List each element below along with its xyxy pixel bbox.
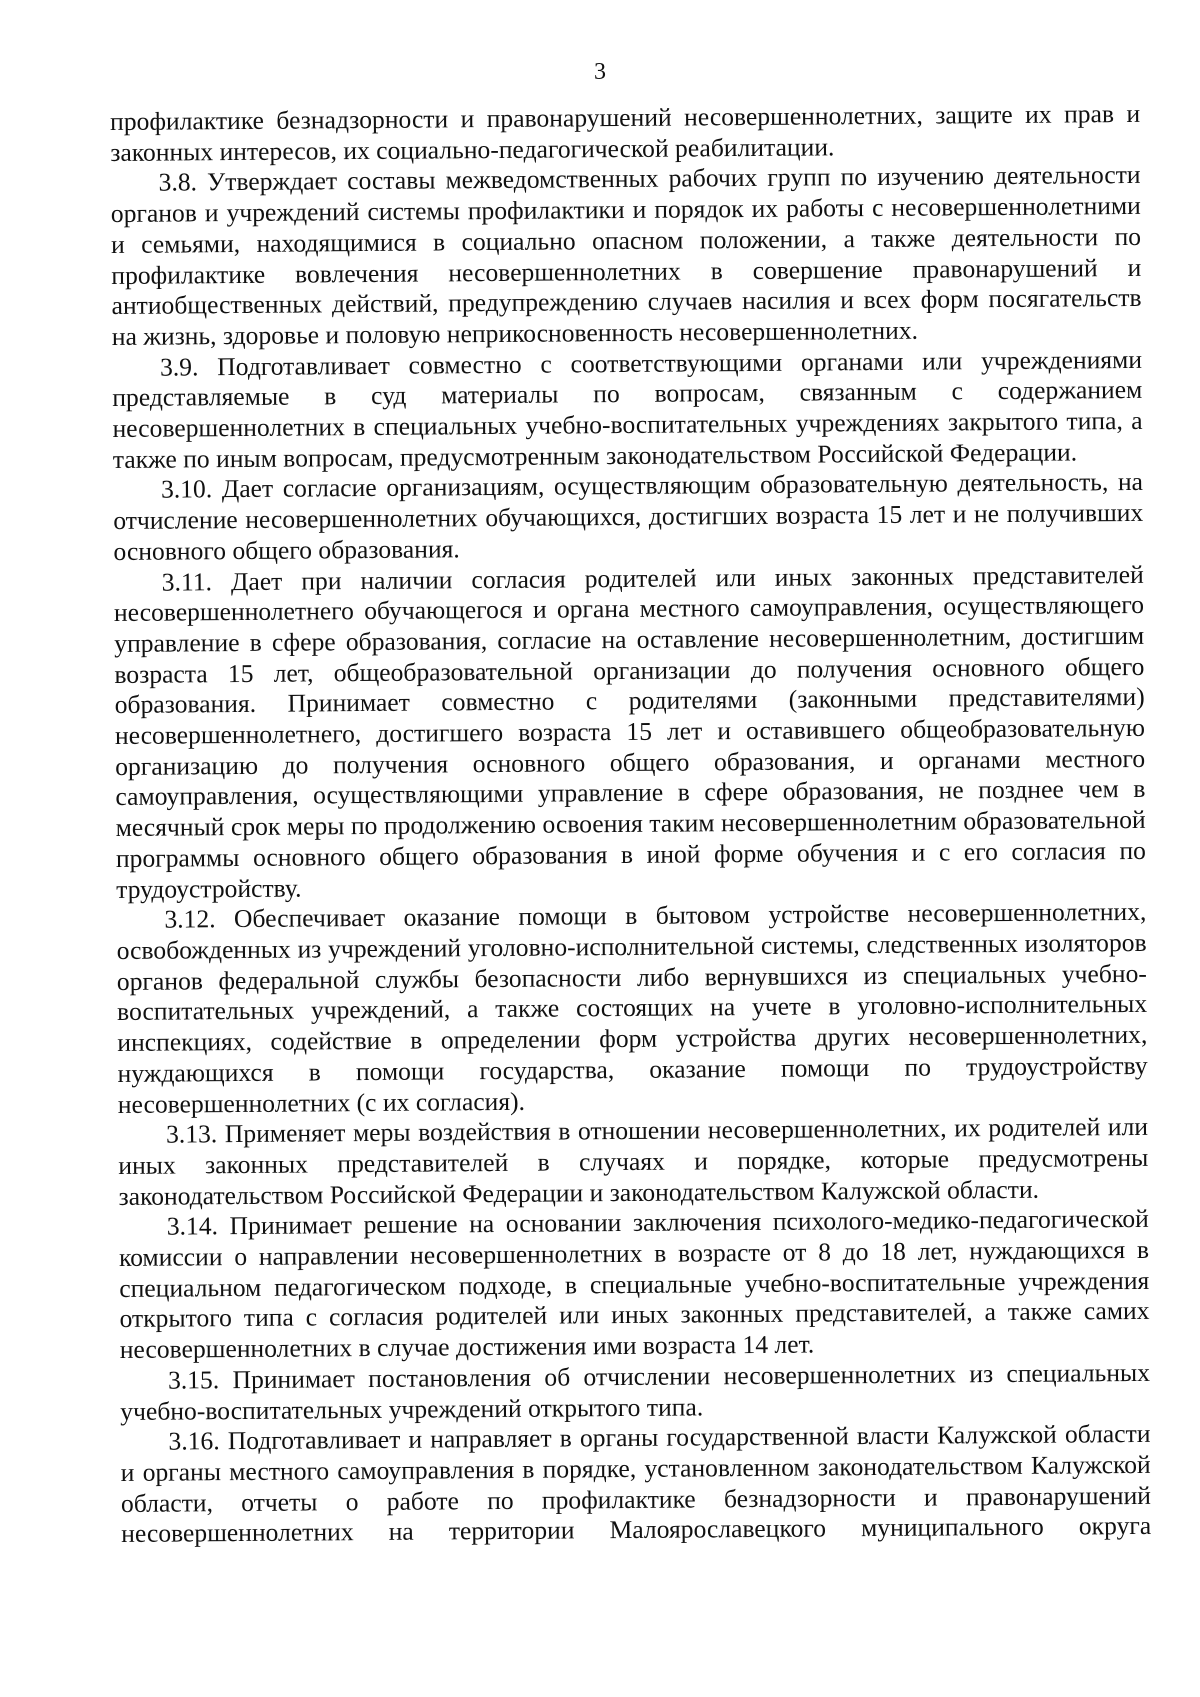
page-number: 3 [594,59,606,85]
paragraph-3-13: 3.13. Применяет меры воздействия в отношении несовершеннолетних, их родителей или иных законных представителей в случаях и порядке, которые предусмотрены законодательством Российской Федерации и законодательством Калужской области. [118,1112,1149,1211]
paragraph-3-12: 3.12. Обеспечивает оказание помощи в бытовом устройстве несовершеннолетних, освобожденных из учреждений уголовно-исполнительной системы, следственных изоляторов органов федеральной службы безопасности либо вернувшихся из специальных учебно-воспитательных учреждений, а также состоящих на учете в уголовно-исполнительных инспекциях, содействие в определении форм устройства других несовершеннолетних, нуждающихся в помощи государства, оказание помощи по трудоустройству несовершеннолетних (с их согласия). [116,897,1148,1119]
paragraph-3-16: 3.16. Подготавливает и направляет в органы государственной власти Калужской области и органы местного самоуправления в порядке, установленном законодательством Калужской области, отчеты о работе по профилактике безнадзорности и правонарушений несовершеннолетних на территории Малоярославецкого муниципального округа [120,1419,1152,1549]
paragraph-3-11: 3.11. Дает при наличии согласия родителей или иных законных представителей несовершеннолетнего обучающегося и органа местного самоуправления, осуществляющего управление в сфере образования, согласие на оставление несовершеннолетним, достигшим возраста 15 лет, общеобразовательной организации до получения основного общего образования. Принимает совместно с родителями (законными представителями) несовершеннолетнего, достигшего возраста 15 лет и оставившего общеобразовательную организацию до получения основного общего образования, и органами местного самоуправления, осуществляющими управление в сфере образования, не позднее чем в месячный срок меры по продолжению освоения таким несовершеннолетним образовательной программы основного общего образования в иной форме обучения и с его согласия по трудоустройству. [113,559,1146,904]
paragraph-continuation: профилактике безнадзорности и правонарушений несовершеннолетних, защите их прав и законных интересов, их социально-педагогической реабилитации. [110,98,1141,167]
paragraph-3-8: 3.8. Утверждает составы межведомственных рабочих групп по изучению деятельности органов и учреждений системы профилактики и порядок их работы с несовершеннолетними и семьями, находящимися в социально опасном положении, а также деятельности по профилактике вовлечения несовершеннолетних в совершение правонарушений и антиобщественных действий, предупреждению случаев насилия и всех форм посягательств на жизнь, здоровье и половую неприкосновенность несовершеннолетних. [110,160,1142,351]
paragraph-3-14: 3.14. Принимает решение на основании заключения психолого-медико-педагогической комиссии о направлении несовершеннолетних в возрасте от 8 до 18 лет, нуждающихся в специальном педагогическом подходе, в специальные учебно-воспитательные учреждения открытого типа с согласия родителей или иных законных представителей, а также самих несовершеннолетних в случае достижения ими возраста 14 лет. [118,1204,1150,1365]
paragraph-3-9: 3.9. Подготавливает совместно с соответствующими органами или учреждениями представляемые в суд материалы по вопросам, связанным с содержанием несовершеннолетних в специальных учебно-воспитательных учреждениях закрытого типа, а также по иным вопросам, предусмотренным законодательством Российской Федерации. [112,344,1143,474]
document-body [110,99,1151,1550]
paragraph-3-10: 3.10. Дает согласие организациям, осуществляющим образовательную деятельность, на отчисление несовершеннолетних обучающихся, достигших возраста 15 лет и не получивших основного общего образования. [113,467,1144,566]
paragraph-3-15: 3.15. Принимает постановления об отчислении несовершеннолетних из специальных учебно-воспитательных учреждений открытого типа. [120,1357,1151,1426]
